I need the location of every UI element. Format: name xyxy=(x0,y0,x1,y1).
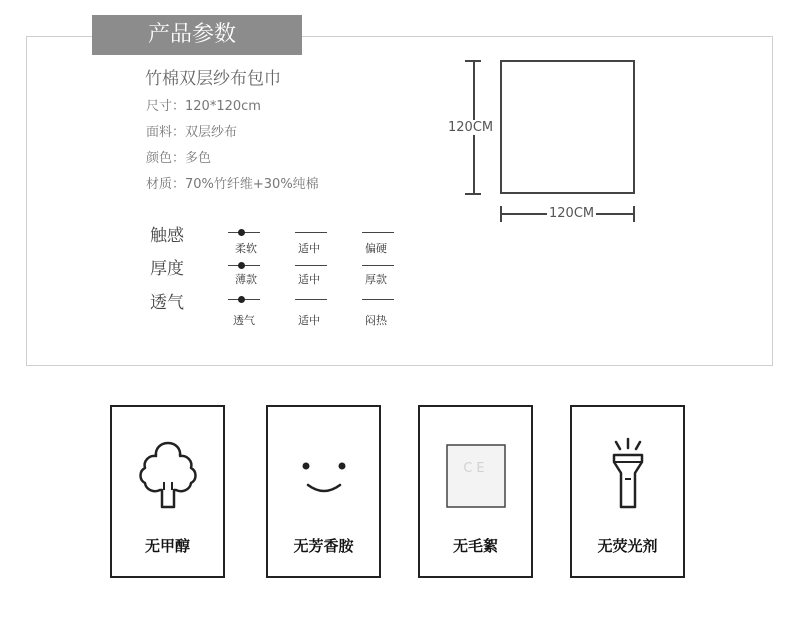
tree-icon xyxy=(128,435,208,515)
width-dimension-label: 120CM xyxy=(549,206,595,221)
feature-label: 无毛絮 xyxy=(452,537,498,555)
feature-label: 无荧光剂 xyxy=(597,537,658,555)
spec-fabric: 面料：双层纱布 xyxy=(146,125,238,140)
scale-option: 适中 xyxy=(298,314,320,327)
scale-marker-dot xyxy=(238,262,245,269)
feature-card-no-aromatic-amine xyxy=(266,405,381,578)
scale-line xyxy=(295,232,327,233)
scale-option: 偏硬 xyxy=(365,242,387,255)
feature-card-no-fluorescent-agent xyxy=(570,405,685,578)
scale-option: 柔软 xyxy=(235,242,257,255)
product-name: 竹棉双层纱布包巾 xyxy=(145,69,281,89)
scale-line xyxy=(295,299,327,300)
fabric-square-icon xyxy=(436,435,516,515)
scale-line xyxy=(362,299,394,300)
scale-line xyxy=(362,265,394,266)
product-params-panel xyxy=(26,36,773,366)
section-header xyxy=(92,15,302,55)
feature-card-no-methanol xyxy=(110,405,225,578)
spec-size: 尺寸：120*120cm xyxy=(146,99,261,114)
attribute-label-touch: 触感 xyxy=(150,226,184,246)
scale-line xyxy=(362,232,394,233)
spec-color: 颜色：多色 xyxy=(146,151,212,166)
feature-card-no-lint xyxy=(418,405,533,578)
scale-line xyxy=(295,265,327,266)
feature-label: 无芳香胺 xyxy=(293,537,354,555)
feature-label: 无甲醇 xyxy=(144,537,190,555)
svg-text:CE: CE xyxy=(462,461,489,476)
size-diagram-square xyxy=(500,60,635,194)
scale-marker-dot xyxy=(238,296,245,303)
height-dimension-label: 120CM xyxy=(448,120,494,135)
scale-option: 透气 xyxy=(233,314,255,327)
scale-option: 厚款 xyxy=(365,273,387,286)
scale-marker-dot xyxy=(238,229,245,236)
spec-material: 材质：70%竹纤维+30%纯棉 xyxy=(146,177,319,192)
flashlight-icon xyxy=(588,435,668,515)
smiley-icon xyxy=(284,435,364,515)
attribute-label-thickness: 厚度 xyxy=(150,259,184,279)
section-title: 产品参数 xyxy=(148,22,237,47)
scale-option: 薄款 xyxy=(235,273,257,286)
attribute-label-breathability: 透气 xyxy=(150,293,184,313)
scale-option: 适中 xyxy=(298,242,320,255)
scale-option: 适中 xyxy=(298,273,320,286)
scale-option: 闷热 xyxy=(365,314,387,327)
